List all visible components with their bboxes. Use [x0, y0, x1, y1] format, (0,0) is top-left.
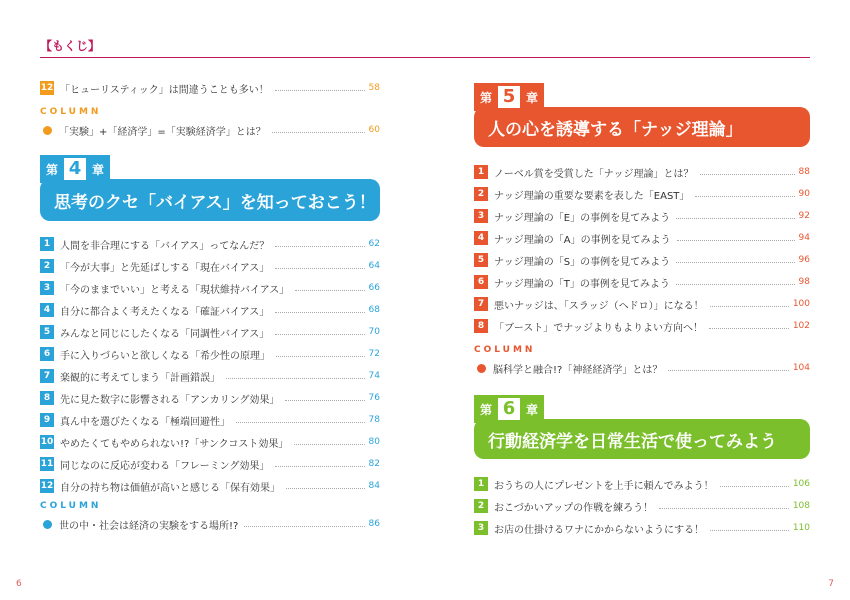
item-page: 64 [368, 261, 380, 271]
chapter-badge [40, 155, 110, 183]
leader-dots [709, 328, 789, 329]
leader-dots [677, 240, 795, 241]
leader-dots [676, 284, 795, 285]
item-title: ナッジ理論の重要な要素を表した「EAST」 [494, 190, 690, 202]
column-item[interactable] [40, 119, 380, 141]
toc-item[interactable] [474, 315, 810, 337]
leader-dots [720, 486, 789, 487]
toc-item[interactable] [474, 517, 810, 539]
item-title: 世の中・社会は経済の実験をする場所!? [59, 520, 239, 532]
leader-dots [294, 444, 364, 445]
chapter-dai: 第 [480, 402, 493, 417]
leader-dots [695, 196, 794, 197]
item-number: 11 [40, 459, 54, 469]
leader-dots [676, 218, 794, 219]
leader-dots [275, 312, 364, 313]
item-title: 同じなのに反応が変わる「フレーミング効果」 [60, 460, 270, 472]
toc-item[interactable] [40, 277, 380, 299]
chapter-4-heading[interactable] [40, 155, 380, 221]
column-item[interactable] [40, 513, 380, 535]
item-page: 96 [798, 255, 810, 265]
item-number: 12 [40, 83, 54, 93]
item-number: 6 [474, 275, 488, 289]
item-page: 66 [368, 283, 380, 293]
item-number: 6 [40, 347, 54, 361]
toc-item[interactable] [474, 183, 810, 205]
chapter-number: 6 [498, 398, 520, 420]
item-title: ナッジ理論の「T」の事例を見てみよう [494, 278, 670, 290]
leader-dots [275, 246, 364, 247]
item-title: 先に見た数字に影響される「アンカリング効果」 [60, 394, 280, 406]
item-number: 3 [474, 209, 488, 223]
item-title: お店の仕掛けるワナにかからないようにする！ [494, 524, 704, 536]
item-number: 4 [40, 303, 54, 317]
toc-item[interactable] [40, 365, 380, 387]
item-page: 78 [368, 415, 380, 425]
item-page: 104 [792, 363, 810, 373]
item-title: ナッジ理論の「E」の事例を見てみよう [494, 212, 671, 224]
leader-dots [276, 356, 365, 357]
column-label: COLUMN [474, 345, 536, 355]
chapter-sho: 章 [92, 162, 105, 177]
item-page: 100 [792, 299, 810, 309]
chapter-5-heading[interactable] [474, 83, 810, 147]
toc-item[interactable] [40, 387, 380, 409]
leader-dots [275, 466, 364, 467]
item-number: 8 [474, 319, 488, 333]
item-title: 真ん中を選びたくなる「極端回避性」 [60, 416, 230, 428]
leader-dots [244, 526, 364, 527]
item-page: 88 [798, 167, 810, 177]
chapter-sho: 章 [526, 90, 539, 105]
item-number: 10 [40, 437, 54, 447]
leader-dots [236, 422, 365, 423]
toc-item[interactable] [474, 227, 810, 249]
item-title: ノーベル賞を受賞した「ナッジ理論」とは？ [494, 168, 694, 180]
leader-dots [275, 268, 364, 269]
chapter-title: 人の心を誘導する「ナッジ理論」 [474, 107, 810, 147]
toc-item[interactable] [40, 409, 380, 431]
item-title: おうちの人にプレゼントを上手に頼んでみよう！ [494, 480, 714, 492]
toc-item[interactable] [40, 255, 380, 277]
toc-item[interactable] [474, 205, 810, 227]
leader-dots [295, 290, 364, 291]
toc-item[interactable] [474, 271, 810, 293]
leader-dots [700, 174, 795, 175]
item-number: 1 [474, 477, 488, 491]
item-page: 94 [798, 233, 810, 243]
item-title: 自分の持ち物は価値が高いと感じる「保有効果」 [60, 482, 280, 494]
toc-item[interactable] [40, 233, 380, 255]
bullet-icon [477, 364, 486, 373]
item-page: 92 [798, 211, 810, 221]
item-page: 98 [798, 277, 810, 287]
item-title: 脳科学と融合!?「神経経済学」とは？ [493, 364, 663, 376]
item-page: 72 [368, 349, 380, 359]
item-number: 7 [40, 369, 54, 383]
leader-dots [676, 262, 794, 263]
chapter-title: 行動経済学を日常生活で使ってみよう [474, 419, 810, 459]
item-page: 84 [368, 481, 380, 491]
toc-header: 【もくじ】 [40, 39, 101, 53]
chapter-6-heading[interactable] [474, 395, 810, 459]
leader-dots [275, 90, 365, 91]
item-number: 3 [40, 281, 54, 295]
leader-dots [272, 132, 365, 133]
bullet-icon [43, 126, 52, 135]
chapter-sho: 章 [526, 402, 539, 417]
item-number: 5 [474, 253, 488, 267]
page-number-left: 6 [16, 579, 22, 589]
item-page: 86 [368, 519, 380, 529]
item-number: 5 [40, 325, 54, 339]
item-title: 自分に都合よく考えたくなる「確証バイアス」 [60, 306, 270, 318]
item-title: ナッジ理論の「A」の事例を見てみよう [494, 234, 671, 246]
chapter-number: 4 [64, 158, 86, 180]
chapter-badge [474, 395, 544, 423]
item-title: 手に入りづらいと欲しくなる「希少性の原理」 [60, 350, 270, 362]
right-column [474, 83, 810, 539]
leader-dots [710, 306, 789, 307]
item-page: 106 [792, 479, 810, 489]
item-title: 楽観的に考えてしまう「計画錯誤」 [60, 372, 220, 384]
item-number: 1 [474, 165, 488, 179]
column-label: COLUMN [40, 107, 102, 117]
item-page: 80 [368, 437, 380, 447]
toc-item[interactable] [474, 293, 810, 315]
item-number: 12 [40, 481, 54, 491]
bullet-icon [43, 520, 52, 529]
leader-dots [285, 400, 364, 401]
item-number: 4 [474, 231, 488, 245]
item-page: 110 [792, 523, 810, 533]
chapter-title: 思考のクセ「バイアス」を知っておこう！ [40, 179, 380, 221]
chapter-dai: 第 [46, 162, 59, 177]
item-number: 3 [474, 521, 488, 535]
leader-dots [668, 370, 788, 371]
leader-dots [286, 488, 365, 489]
item-title: やめたくてもやめられない!?「サンクコスト効果」 [60, 438, 289, 450]
item-title: 悪いナッジは、「スラッジ（ヘドロ）」になる！ [494, 300, 704, 312]
item-title: 「ヒューリスティック」は間違うことも多い！ [60, 84, 269, 96]
column-label: COLUMN [40, 501, 102, 511]
item-page: 108 [792, 501, 810, 511]
item-page: 90 [798, 189, 810, 199]
item-number: 8 [40, 391, 54, 405]
toc-item[interactable] [40, 77, 380, 99]
item-page: 60 [368, 125, 380, 135]
left-column [40, 77, 380, 535]
toc-item[interactable] [474, 161, 810, 183]
item-title: 「実験」+「経済学」=「実験経済学」とは？ [59, 126, 266, 138]
column-item[interactable] [474, 357, 810, 379]
item-title: 「今のままでいい」と考える「現状維持バイアス」 [60, 284, 290, 296]
item-title: 「ブースト」でナッジよりもよりよい方向へ！ [494, 322, 703, 334]
item-title: 人間を非合理にする「バイアス」ってなんだ？ [60, 240, 270, 252]
item-number: 2 [474, 499, 488, 513]
toc-item[interactable] [40, 299, 380, 321]
toc-item[interactable] [40, 431, 380, 453]
chapter-4-list [40, 233, 380, 497]
toc-item[interactable] [40, 343, 380, 365]
item-number: 7 [474, 297, 488, 311]
page-number-right: 7 [828, 579, 834, 589]
header-divider [40, 57, 810, 58]
leader-dots [226, 378, 365, 379]
leader-dots [710, 530, 789, 531]
chapter-badge [474, 83, 544, 111]
item-title: 「今が大事」と先延ばしする「現在バイアス」 [60, 262, 270, 274]
chapter-number: 5 [498, 86, 520, 108]
toc-item[interactable] [474, 249, 810, 271]
chapter-6-list [474, 473, 810, 539]
item-title: おこづかいアップの作戦を練ろう！ [494, 502, 654, 514]
toc-item[interactable] [40, 453, 380, 475]
item-title: ナッジ理論の「S」の事例を見てみよう [494, 256, 671, 268]
item-page: 62 [368, 239, 380, 249]
toc-item[interactable] [474, 473, 810, 495]
toc-item[interactable] [40, 321, 380, 343]
item-page: 58 [368, 83, 380, 93]
item-page: 102 [792, 321, 810, 331]
item-page: 82 [368, 459, 380, 469]
item-number: 1 [40, 237, 54, 251]
item-number: 2 [40, 259, 54, 273]
chapter-5-list [474, 161, 810, 337]
chapter-dai: 第 [480, 90, 493, 105]
toc-item[interactable] [474, 495, 810, 517]
leader-dots [659, 508, 789, 509]
leader-dots [275, 334, 364, 335]
item-title: みんなと同じにしたくなる「同調性バイアス」 [60, 328, 270, 340]
item-page: 74 [368, 371, 380, 381]
item-page: 70 [368, 327, 380, 337]
toc-item[interactable] [40, 475, 380, 497]
item-number: 9 [40, 413, 54, 427]
item-page: 68 [368, 305, 380, 315]
item-page: 76 [368, 393, 380, 403]
item-number: 2 [474, 187, 488, 201]
